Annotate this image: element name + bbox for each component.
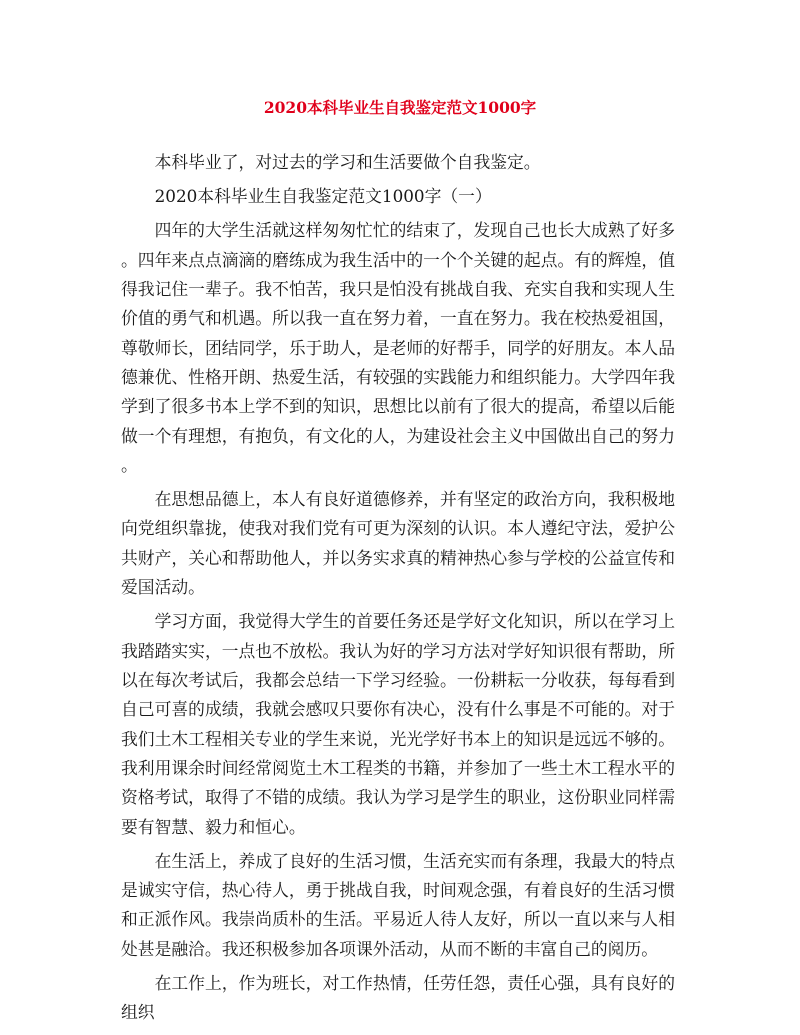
- document-body: [121, 148, 675, 1027]
- paragraph-section-heading: 2020本科毕业生自我鉴定范文1000字（一）: [154, 186, 492, 207]
- paragraph-four-years: 四年的大学生活就这样匆匆忙忙的结束了，发现自己也长大成熟了好多。四年来点点滴滴的磨练成为我生活中的一个个关键的起点。有的辉煌，值得我记住一辈子。我不怕苦，我只是怕没有挑战自我、充实自我和实现人生价值的勇气和机遇。所以我一直在努力着，一直在努力。我在校热爱祖国，尊敬师长，团结同学，乐于助人，是老师的好帮手，同学的好朋友。本人品德兼优、性格开朗、热爱生活，有较强的实践能力和组织能力。大学四年我学到了很多书本上学不到的知识，思想比以前有了很大的提高，希望以后能做一个有理想，有抱负，有文化的人，为建设社会主义中国做出自己的努力。: [121, 220, 675, 475]
- paragraph-ideology: 在思想品德上，本人有良好道德修养，并有坚定的政治方向，我积极地向党组织靠拢，使我对我们党有可更为深刻的认识。本人遵纪守法，爱护公共财产，关心和帮助他人，并以务实求真的精神热心参与学校的公益宣传和爱国活动。: [121, 489, 675, 598]
- paragraph-intro: 本科毕业了，对过去的学习和生活要做个自我鉴定。: [154, 152, 541, 172]
- paragraph-study: 学习方面，我觉得大学生的首要任务还是学好文化知识，所以在学习上我踏踏实实，一点也不放松。我认为好的学习方法对学好知识很有帮助，所以在每次考试后，我都会总结一下学习经验。一份耕耘一分收获，每每看到自己可喜的成绩，我就会感叹只要你有决心，没有什么事是不可能的。对于我们土木工程相关专业的学生来说，光光学好书本上的知识是远远不够的。我利用课余时间经常阅览土木工程类的书籍，并参加了一些土木工程水平的资格考试，取得了不错的成绩。我认为学习是学生的职业，这份职业同样需要有智慧、毅力和恒心。: [121, 611, 675, 837]
- paragraph-life: 在生活上，养成了良好的生活习惯，生活充实而有条理，我最大的特点是诚实守信，热心待人，勇于挑战自我，时间观念强，有着良好的生活习惯和正派作风。我崇尚质朴的生活。平易近人待人友好，所以一直以来与人相处甚是融洽。我还积极参加各项课外活动，从而不断的丰富自己的阅历。: [121, 850, 675, 959]
- document-title: 2020本科毕业生自我鉴定范文1000字: [263, 98, 537, 117]
- paragraph-work: 在工作上，作为班长，对工作热情，任劳任怨，责任心强，具有良好的组织: [121, 972, 675, 1023]
